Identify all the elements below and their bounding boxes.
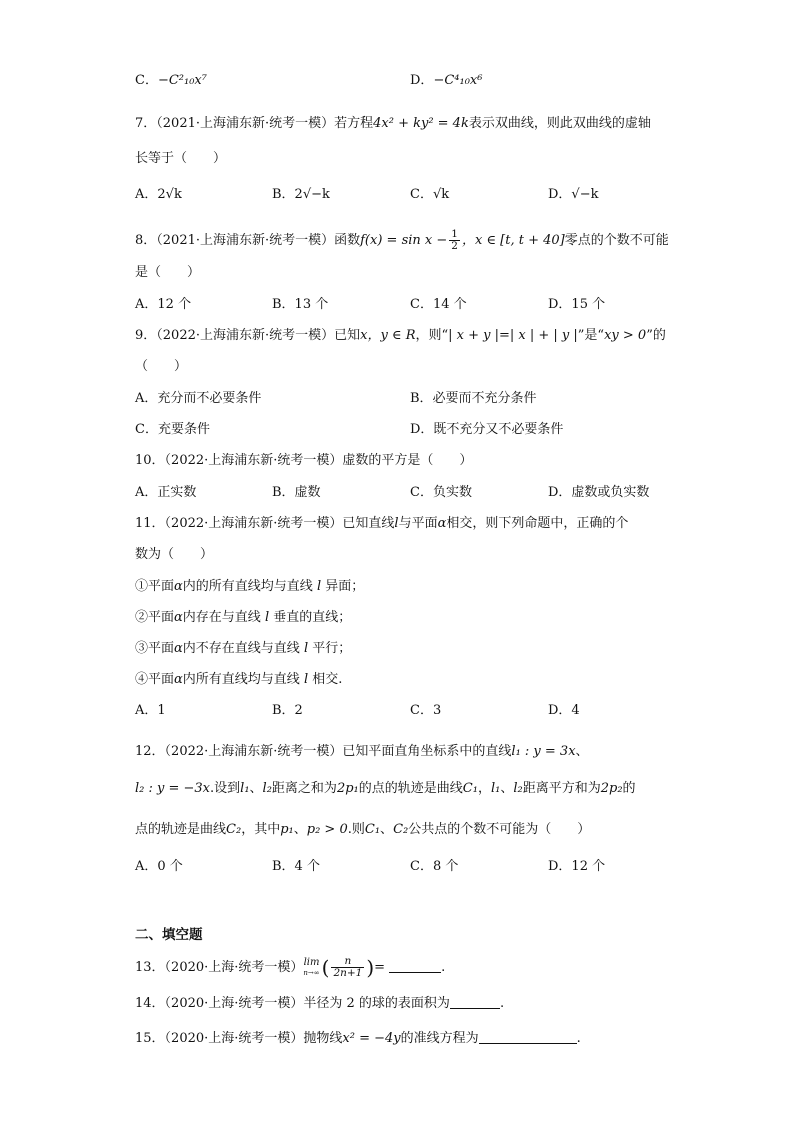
q11-stem-line1: 11．（2022·上海浦东新·统考一模）已知直线l与平面α相交，则下列命题中，正确的个 [135,516,629,531]
q10-option-d: D．虚数或负实数 [548,485,650,500]
q8-option-c: C．14 个 [410,297,467,312]
q15-stem: 15．（2020·上海·统考一模）抛物线x² = −4y的准线方程为 . [135,1031,581,1046]
q13-stem: 13．（2020·上海·统考一模）lim n→∞ ( $\frac{n}{2n+1}$ )= . [135,955,446,980]
q12-option-d: D．12 个 [548,859,606,874]
q11-statement-2: ②平面α内存在与直线 l 垂直的直线； [135,610,352,625]
q9-option-c: C．充要条件 [135,422,210,437]
q10-option-a: A．正实数 [135,485,197,500]
q11-option-c: C．3 [410,703,442,718]
q10-stem: 10．（2022·上海浦东新·统考一模）虚数的平方是（ ） [135,453,473,468]
q12-stem-line1: 12．（2022·上海浦东新·统考一模）已知平面直角坐标系中的直线l₁ : y = 3x、 [135,744,589,759]
q8-stem-line2: 是（ ） [135,265,201,280]
q7-option-d: D．√−k [548,187,599,202]
q9-option-d: D．既不充分又不必要条件 [410,422,564,437]
q15-answer-blank[interactable] [479,1031,577,1044]
q11-option-a: A．1 [135,703,166,718]
section-heading-fill-in: 二、填空题 [135,927,203,943]
q6-option-c: C．−C²₁₀x⁷ [135,73,207,88]
q7-stem-line1: 7．（2021·上海浦东新·统考一模）若方程4x² + ky² = 4k表示双曲线，则此双曲线的虚轴 [135,116,651,131]
q8-option-d: D．15 个 [548,297,606,312]
q12-option-c: C．8 个 [410,859,459,874]
q11-stem-line2: 数为（ ） [135,547,214,562]
q9-stem-line1: 9．（2022·上海浦东新·统考一模）已知x，y ∈ R，则“| x + y |=| x | + | y |”是“xy > 0”的 [135,328,666,343]
q12-option-a: A．0 个 [135,859,183,874]
q11-statement-1: ①平面α内的所有直线均与直线 l 异面； [135,579,365,594]
q9-stem-line2: （ ） [135,359,188,374]
q7-option-a: A．2√k [135,187,182,202]
q8-option-b: B．13 个 [272,297,329,312]
q6-option-d: D．−C⁴₁₀x⁶ [410,73,483,88]
q10-option-c: C．负实数 [410,485,472,500]
q11-option-b: B．2 [272,703,303,718]
q10-option-b: B．虚数 [272,485,321,500]
q8-stem-line1: 8．（2021·上海浦东新·统考一模）函数f(x) = sin x − $\frac{1}{2}$ ，x ∈ [t, t + 40]零点的个数不可能 [135,228,669,252]
q14-answer-blank[interactable] [450,996,500,1009]
q13-answer-blank[interactable] [389,960,441,973]
q12-stem-line2: l₂ : y = −3x.设到l₁、l₂距离之和为2p₁的点的轨迹是曲线C₁，l₁、l₂距离平方和为2p₂的 [135,781,636,796]
q9-option-a: A．充分而不必要条件 [135,391,262,406]
q9-option-b: B．必要而不充分条件 [410,391,537,406]
q13-limit: lim n→∞ [303,956,320,977]
q7-stem-line2: 长等于（ ） [135,151,227,166]
q8-fraction: $\frac{1}{2}$ [451,228,458,252]
q7-option-c: C．√k [410,187,450,202]
q7-option-b: B．2√−k [272,187,330,202]
q11-option-d: D．4 [548,703,580,718]
q11-statement-3: ③平面α内不存在直线与直线 l 平行； [135,641,352,656]
q14-stem: 14．（2020·上海·统考一模）半径为 2 的球的表面积为 . [135,996,505,1011]
q11-statement-4: ④平面α内所有直线均与直线 l 相交. [135,672,343,687]
q12-option-b: B．4 个 [272,859,320,874]
q8-option-a: A．12 个 [135,297,192,312]
q12-stem-line3: 点的轨迹是曲线C₂，其中p₁、p₂ > 0.则C₁、C₂公共点的个数不可能为（ ） [135,822,591,837]
